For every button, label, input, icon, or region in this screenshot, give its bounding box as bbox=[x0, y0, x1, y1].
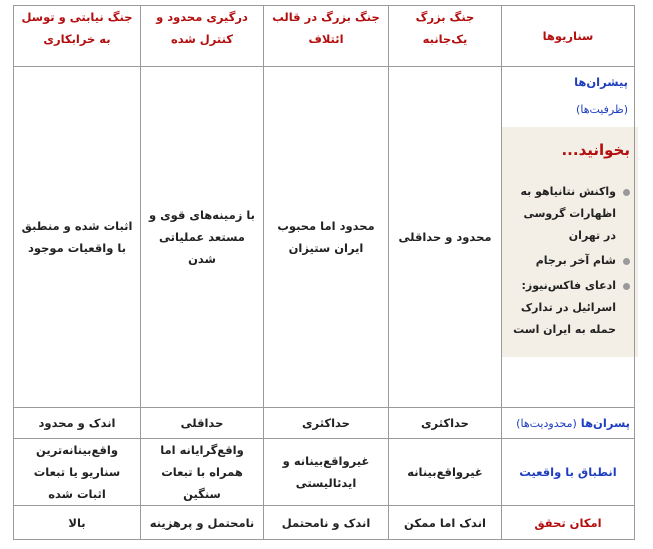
realism-value: غیرواقع‌بینانه bbox=[389, 439, 502, 506]
read-more-link[interactable] bbox=[508, 250, 630, 272]
constraints-cell bbox=[502, 408, 635, 439]
header-proxy-war: جنگ نیابتی و توسل به خرابکاری bbox=[14, 6, 141, 67]
feasibility-row bbox=[14, 506, 635, 540]
bullet-icon bbox=[623, 283, 630, 290]
feasibility-value: بالا bbox=[14, 506, 141, 540]
feasibility-value: نامحتمل و پرهزینه bbox=[141, 506, 264, 540]
header-limited-conflict: درگیری محدود و کنترل شده bbox=[141, 6, 264, 67]
header-scenarios: سناریوها bbox=[502, 6, 635, 67]
drivers-value: محدود اما محبوب ایران ستیزان bbox=[264, 67, 389, 408]
feasibility-value: اندک اما ممکن bbox=[389, 506, 502, 540]
constraints-value: اندک و محدود bbox=[14, 408, 141, 439]
read-more-title: بخوانید... bbox=[561, 141, 630, 159]
scenarios-table bbox=[13, 5, 635, 540]
realism-value: واقع‌گرایانه اما همراه با تبعات سنگین bbox=[141, 439, 264, 506]
read-more-link-text: شام آخر برجام bbox=[535, 254, 616, 267]
header-coalition-war: جنگ بزرگ در قالب ائتلاف bbox=[264, 6, 389, 67]
read-more-link-text: ادعای فاکس‌نیوز: اسرائیل در تدارک حمله به ایران است bbox=[513, 279, 616, 336]
header-unilateral-war: جنگ بزرگ یک‌جانبه bbox=[389, 6, 502, 67]
constraints-row bbox=[14, 408, 635, 439]
drivers-value: با زمینه‌های قوی و مستعد عملیاتی شدن bbox=[141, 67, 264, 408]
bullet-icon bbox=[623, 258, 630, 265]
header-row bbox=[14, 6, 635, 67]
drivers-row bbox=[14, 67, 635, 408]
constraints-title: پسران‌ها bbox=[580, 415, 630, 430]
read-more-link[interactable] bbox=[508, 275, 630, 341]
realism-row bbox=[14, 439, 635, 506]
drivers-value: محدود و حداقلی bbox=[389, 67, 502, 408]
constraints-value: حداکثری bbox=[389, 408, 502, 439]
realism-value: واقع‌بینانه‌ترین سناریو یا تبعات اثبات شده bbox=[14, 439, 141, 506]
constraints-subtitle: (محدودیت‌ها) bbox=[516, 416, 577, 430]
bullet-icon bbox=[623, 189, 630, 196]
drivers-value: اثبات شده و منطبق با واقعیات موجود bbox=[14, 67, 141, 408]
drivers-subtitle: (ظرفیت‌ها) bbox=[576, 103, 628, 116]
drivers-cell bbox=[502, 67, 635, 408]
read-more-link-text: واکنش نتانیاهو به اظهارات گروسی در تهران bbox=[520, 185, 616, 242]
constraints-value: حداکثری bbox=[264, 408, 389, 439]
read-more-link[interactable] bbox=[508, 181, 630, 247]
read-more-box bbox=[502, 127, 638, 357]
read-more-list bbox=[508, 181, 630, 341]
feasibility-value: اندک و نامحتمل bbox=[264, 506, 389, 540]
realism-value: غیرواقع‌بینانه و ایدئالیستی bbox=[264, 439, 389, 506]
constraints-value: حداقلی bbox=[141, 408, 264, 439]
realism-title: انطباق با واقعیت bbox=[502, 439, 635, 506]
feasibility-title: امکان تحقق bbox=[502, 506, 635, 540]
drivers-title: پیشران‌ها bbox=[574, 75, 628, 89]
